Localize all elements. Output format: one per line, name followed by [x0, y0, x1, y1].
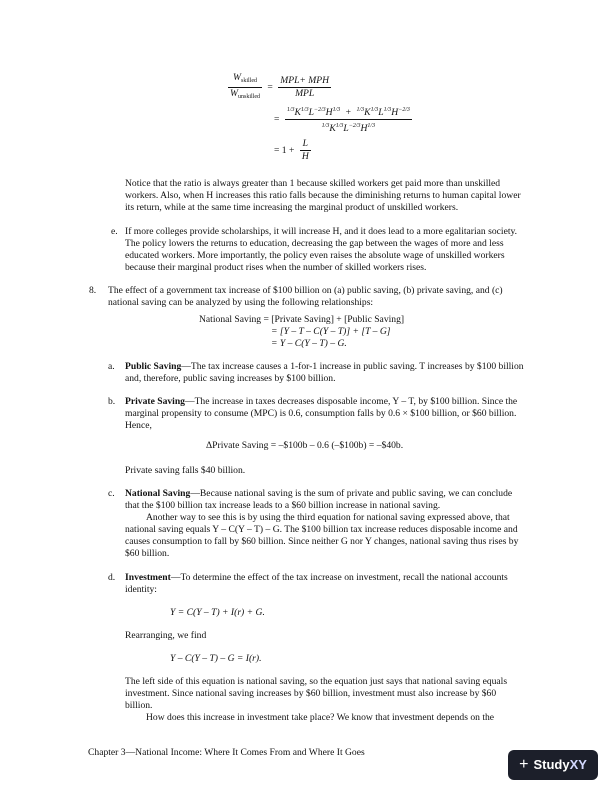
item-b-title: Private Saving: [125, 396, 185, 407]
item-c-text: National Saving—Because national saving is the sum of private and public saving, we can conclude that the $100 billion tax increase leads to a $60 billion increase in national saving.: [125, 488, 513, 511]
saving-eq-line2: = [Y – T – C(Y – T)] + [T – G]: [271, 326, 391, 337]
wage-ratio-formula: $\frac{W_{skilled}}{W_{unskilled}}$ = $\frac{\text{MPL+ MPH}}{\text{MPL}}$ = $\frac{^{1/3}K^{1/3}L^{-2/3}H^{1/3} + ^{1/3}K^{1/3}L^{1/3}H^{-2/3}}{^{1/3}K^{1/3}L^{-2/3}H^{1/3}}$ = 1 + $\frac{L}{H}$: [230, 72, 410, 162]
private-saving-equation: ΔPrivate Saving = –$100b – 0.6 (–$100b) = –$40b.: [206, 440, 404, 451]
wage-ratio-line1: $\frac{\text{MPL+ MPH}}{\text{MPL}}$: [280, 75, 330, 99]
plus-icon: +: [519, 756, 529, 773]
item-8-marker: 8.: [89, 285, 97, 296]
item-d-text4: How does this increase in investment take place? We know that investment depends on the: [146, 712, 495, 723]
item-e-marker: e.: [111, 226, 118, 237]
national-accounts-identity: Y = C(Y – T) + I(r) + G.: [170, 607, 265, 618]
item-c-marker: c.: [108, 488, 115, 499]
item-8-text: The effect of a government tax increase of $100 billion on (a) public saving, (b) private saving, and (c) national saving can be analyzed by using the following relationships:: [108, 285, 503, 308]
item-d-marker: d.: [108, 572, 116, 583]
saving-eq-line3: = Y – C(Y – T) – G.: [271, 338, 347, 349]
item-a-marker: a.: [108, 361, 115, 372]
chapter-footer: Chapter 3—National Income: Where It Comes From and Where It Goes: [88, 747, 365, 758]
item-d-title: Investment: [125, 572, 171, 583]
item-b-text: Private Saving—The increase in taxes decreases disposable income, Y – T, by $100 billion. Since the marginal propensity to consume (MPC) is 0.6, consumption falls by 0.6 × $100 billion, or $60 billion. Hence,: [125, 396, 518, 431]
item-a-title: Public Saving: [125, 361, 182, 372]
item-e-text: If more colleges provide scholarships, it will increase H, and it does lead to a more egalitarian society. The policy lowers the returns to education, decreasing the gap between the wages of more and less educated workers. More importantly, the policy even raises the absolute wage of unskilled workers because their marginal product rises when the number of skilled workers rises.: [125, 226, 518, 273]
studyxy-badge[interactable]: [508, 750, 598, 780]
brand-accent: XY: [569, 757, 587, 772]
wage-ratio-lhs: $\frac{W_{skilled}}{W_{unskilled}}$: [230, 72, 260, 100]
item-d-text: Investment—To determine the effect of the tax increase on investment, recall the national accounts identity:: [125, 572, 508, 595]
saving-investment-equation: Y – C(Y – T) – G = I(r).: [170, 653, 262, 664]
item-b-after: Private saving falls $40 billion.: [125, 465, 246, 476]
wage-ratio-line2: = $\frac{^{1/3}K^{1/3}L^{-2/3}H^{1/3} + ^{1/3}K^{1/3}L^{1/3}H^{-2/3}}{^{1/3}K^{1/3}L^{-2/3}H^{1/3}}$: [271, 104, 412, 135]
notice-paragraph: Notice that the ratio is always greater than 1 because skilled workers get paid more than unskilled workers. Also, when H increases this ratio falls because the diminishing returns to human capital lower its return, while at the same time increasing the marginal product of unskilled workers.: [125, 178, 521, 213]
saving-eq-line1: National Saving = [Private Saving] + [Public Saving]: [199, 314, 405, 325]
item-c-title: National Saving: [125, 488, 191, 499]
item-c-text2: Another way to see this is by using the third equation for national saving expressed above, that national saving equals Y – C(Y – T) – G. The $100 billion tax increase reduces disposable income and causes consumption to fall by $60 billion. Since neither G nor Y changes, national saving thus rises by $60 billion.: [125, 512, 519, 559]
wage-ratio-line3: = 1 + $\frac{L}{H}$: [274, 138, 309, 162]
item-d-text3: The left side of this equation is national saving, so the equation just says that national saving equals investment. Since national saving increases by $60 billion, investment must also increase by $60 billion.: [125, 676, 508, 711]
item-a-text: Public Saving—The tax increase causes a 1-for-1 increase in public saving. T increases by $100 billion and, therefore, public saving increases by $100 billion.: [125, 361, 524, 384]
item-b-marker: b.: [108, 396, 116, 407]
rearranging-label: Rearranging, we find: [125, 630, 207, 641]
brand-name: Study: [533, 757, 570, 772]
